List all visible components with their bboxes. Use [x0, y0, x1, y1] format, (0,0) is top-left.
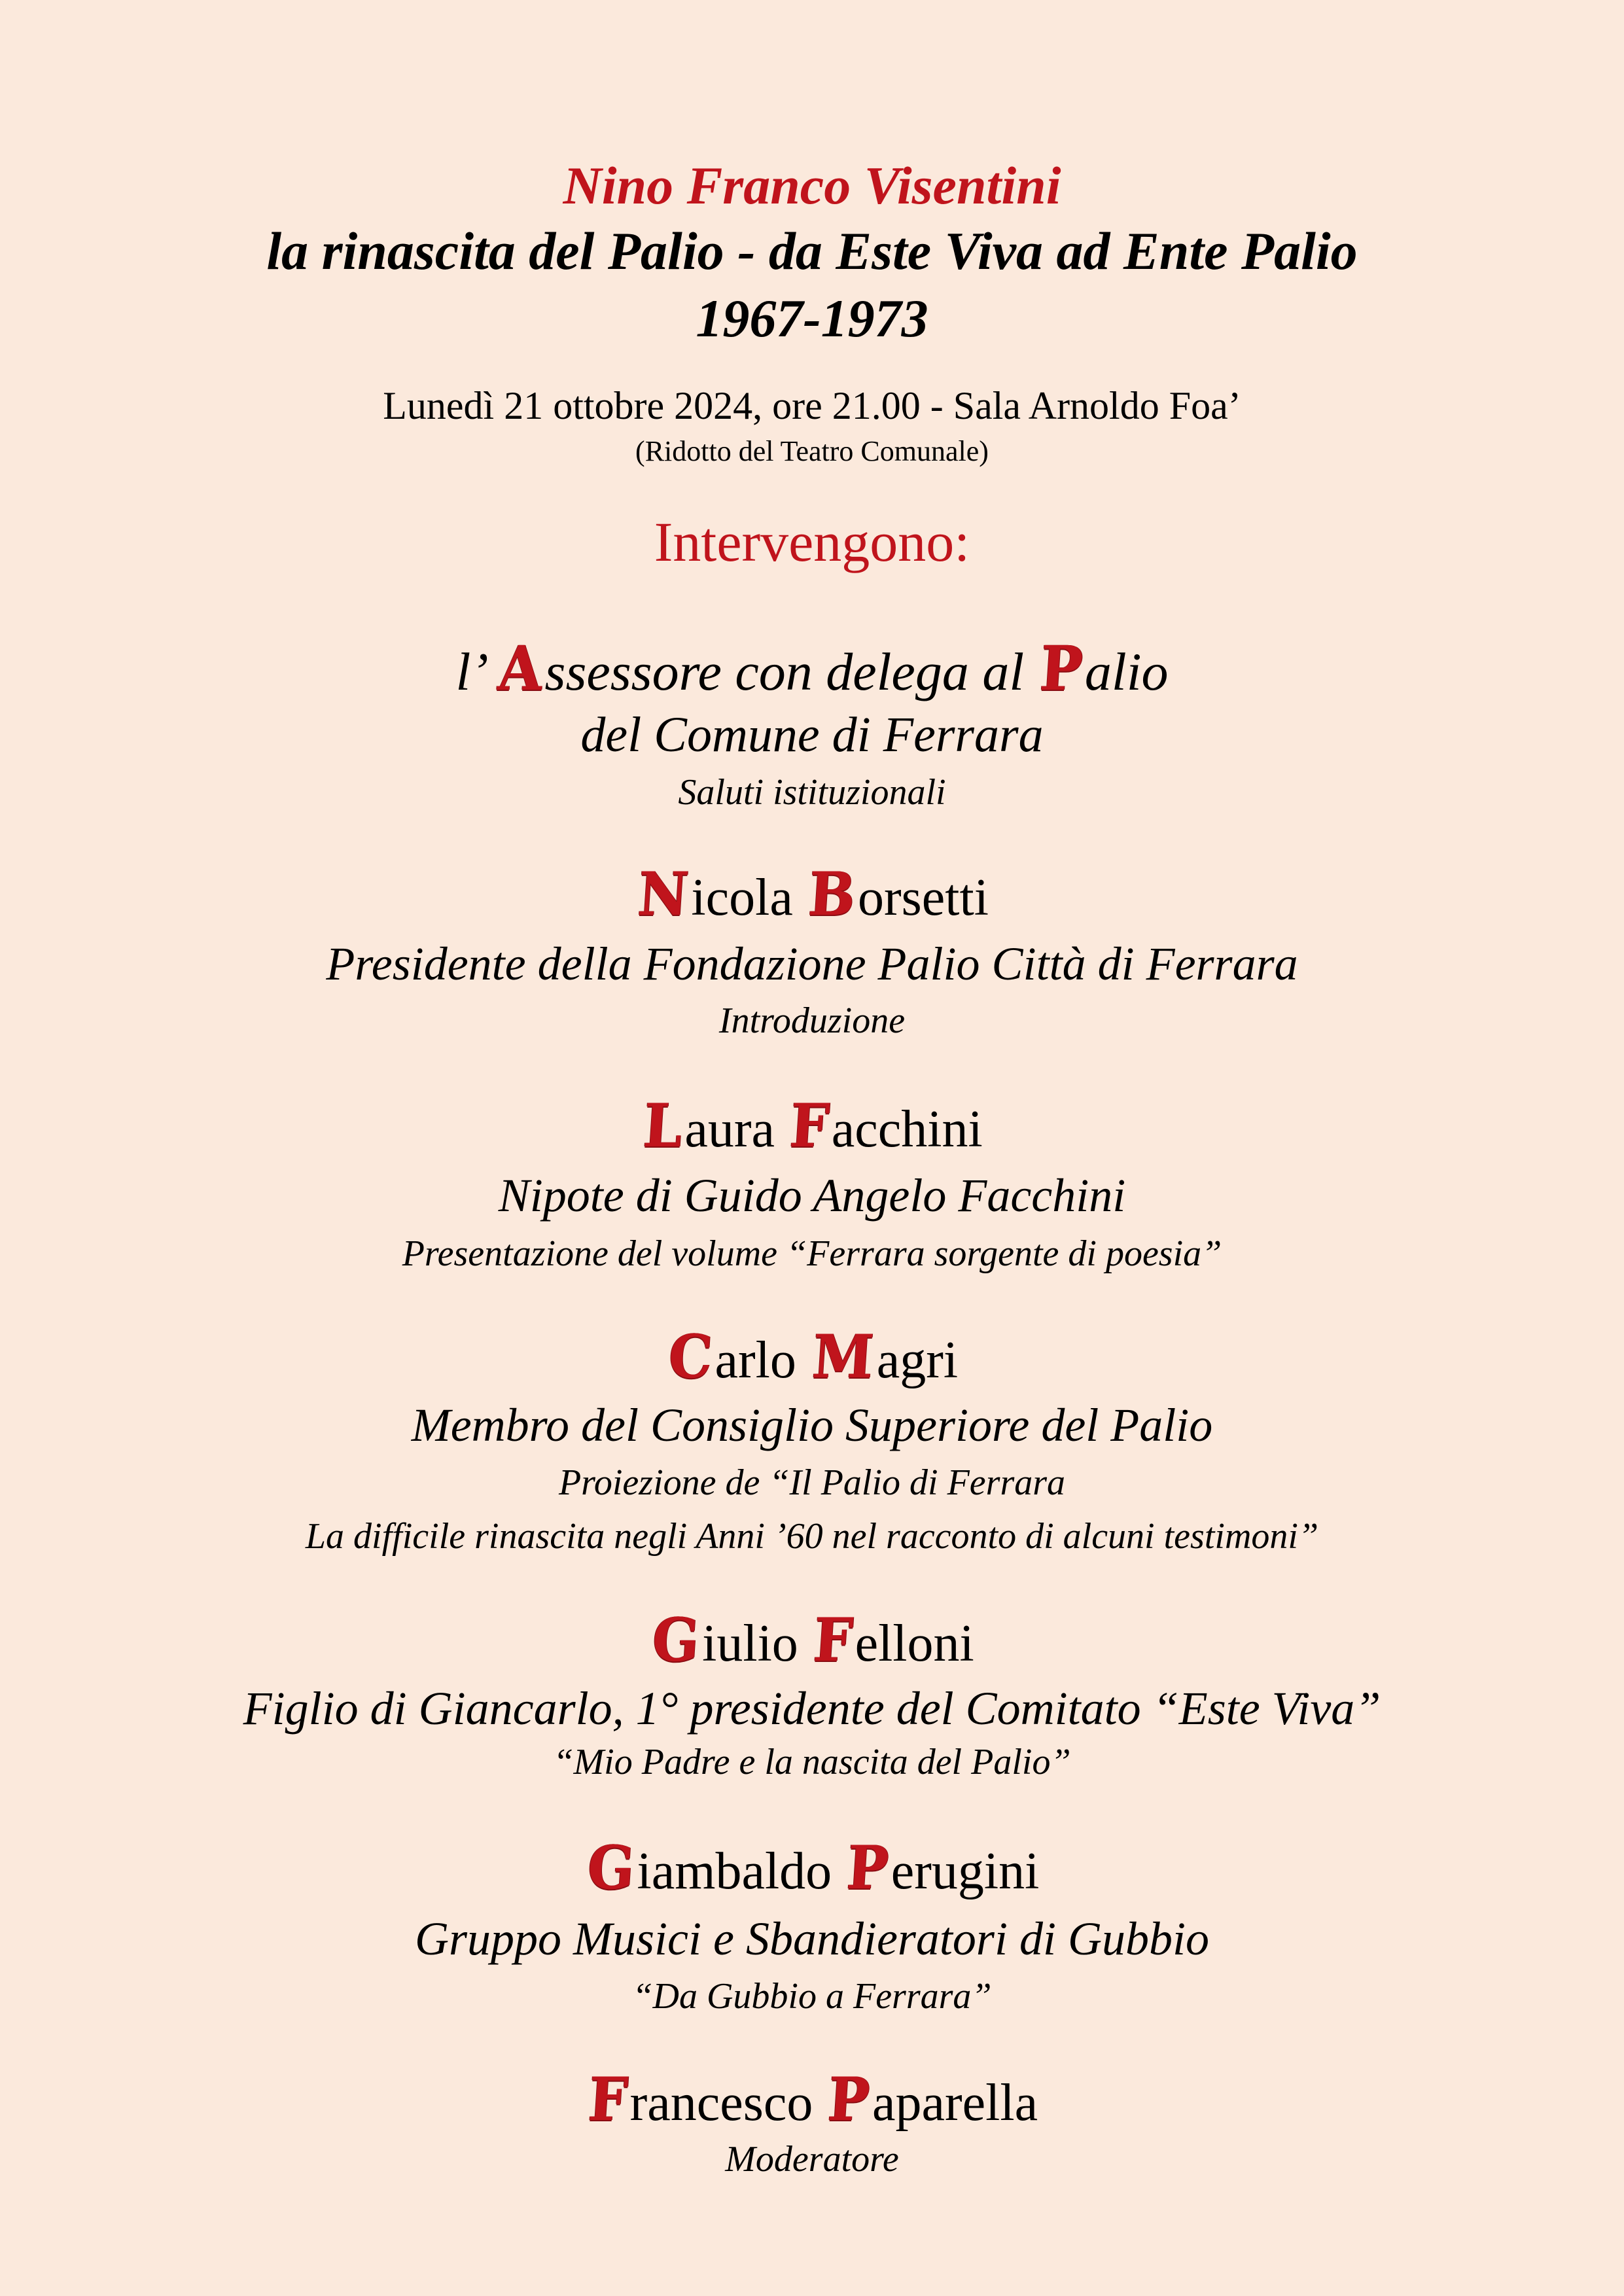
name-text: agri [876, 1332, 959, 1389]
gothic-initial: P [826, 2064, 872, 2134]
gothic-initial: G [585, 1832, 637, 1903]
event-author-title: Nino Franco Visentini [563, 156, 1061, 215]
speaker-role: Figlio di Giancarlo, 1° presidente del Comitato “Este Viva” [243, 1682, 1381, 1735]
speaker-role: Presidente della Fondazione Palio Città di Ferrara [326, 938, 1298, 990]
speaker-role: Gruppo Musici e Sbandieratori di Gubbio [415, 1913, 1209, 1965]
speaker-name-perugini [0, 1832, 1624, 1903]
speaker-note: Saluti istituzionali [678, 772, 946, 813]
gothic-initial: C [666, 1321, 715, 1392]
name-text: iambaldo [637, 1843, 845, 1900]
speaker-name-borsetti [0, 858, 1624, 929]
speaker-name-paparella [0, 2064, 1624, 2134]
speaker-note: Proiezione de “Il Palio di Ferrara [558, 1462, 1066, 1503]
speaker-note: “Mio Padre e la nascita del Palio” [553, 1742, 1071, 1782]
name-text: iulio [702, 1615, 811, 1672]
name-text: icola [691, 869, 806, 927]
speaker-note: La difficile rinascita negli Anni ’60 nel racconto di alcuni testimoni” [305, 1516, 1319, 1557]
event-years: 1967-1973 [696, 289, 928, 348]
speaker-role: Nipote di Guido Angelo Facchini [498, 1169, 1126, 1222]
gothic-initial: G [650, 1604, 702, 1675]
speaker-name-facchini [0, 1090, 1624, 1161]
event-date-location: Lunedì 21 ottobre 2024, ore 21.00 - Sala Arnoldo Foa’ [383, 384, 1241, 427]
speaker-name-magri [0, 1321, 1624, 1392]
name-text: arlo [715, 1332, 809, 1389]
name-text: acchini [831, 1101, 983, 1158]
gothic-initial: F [811, 1604, 855, 1675]
name-text: alio [1084, 642, 1169, 701]
speaker-note: “Da Gubbio a Ferrara” [632, 1976, 992, 2017]
speaker-role: Membro del Consiglio Superiore del Palio [411, 1399, 1213, 1451]
gothic-initial: P [845, 1832, 891, 1903]
gothic-initial: N [635, 858, 691, 929]
speaker-note: Moderatore [725, 2139, 899, 2180]
speaker-role: del Comune di Ferrara [580, 707, 1044, 762]
speaker-note: Introduzione [718, 1000, 906, 1041]
gothic-initial: P [1037, 633, 1085, 705]
speaker-note: Presentazione del volume “Ferrara sorgente di poesia” [402, 1233, 1222, 1274]
gothic-initial: B [806, 858, 858, 929]
gothic-initial: F [586, 2064, 630, 2134]
gothic-initial: A [496, 633, 545, 705]
gothic-initial: M [810, 1321, 876, 1392]
name-text: aura [684, 1101, 788, 1158]
name-text: rancesco [629, 2074, 826, 2132]
name-text: aparella [872, 2074, 1038, 2132]
speaker-name-assessore [0, 633, 1624, 705]
name-text: orsetti [857, 869, 989, 927]
speakers-heading: Intervengono: [654, 510, 970, 573]
speaker-name-felloni [0, 1604, 1624, 1675]
name-text: erugini [891, 1843, 1040, 1900]
event-main-title: la rinascita del Palio - da Este Viva ad Ente Palio [266, 221, 1358, 281]
name-text: elloni [855, 1615, 974, 1672]
gothic-initial: F [788, 1090, 832, 1161]
event-venue-note: (Ridotto del Teatro Comunale) [635, 435, 989, 467]
name-text: l’ [455, 642, 497, 701]
name-text: ssessore con delega al [544, 642, 1038, 701]
gothic-initial: L [641, 1090, 685, 1161]
